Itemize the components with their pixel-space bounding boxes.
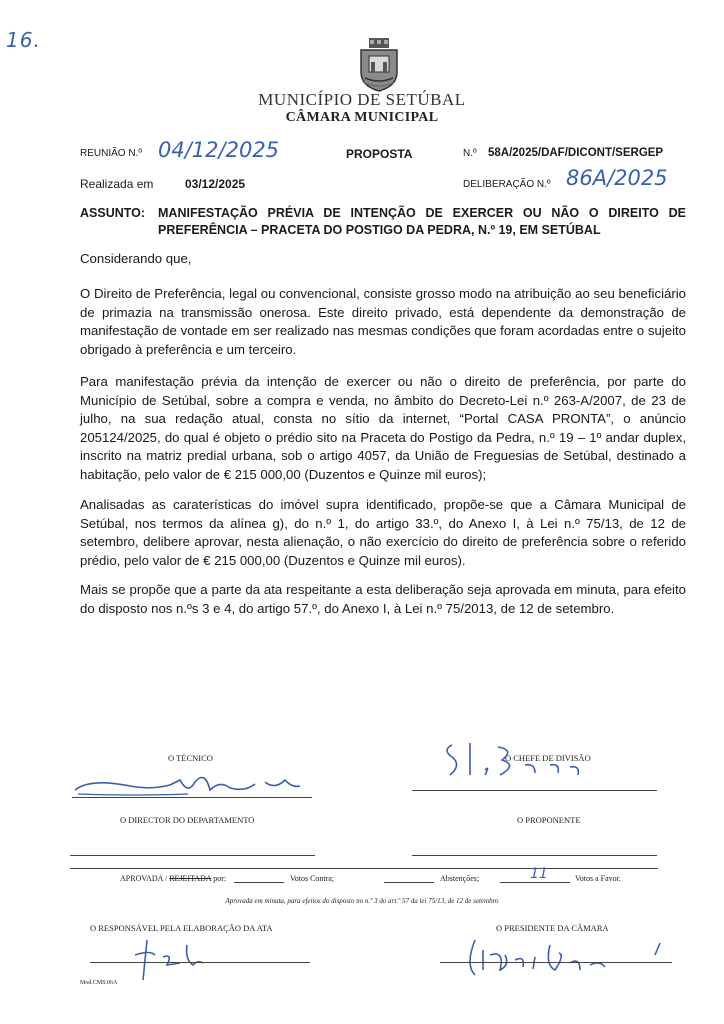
favor-label: Votos a Favor.	[575, 874, 621, 883]
technician-label: O TÉCNICO	[168, 753, 213, 763]
abstentions-line	[384, 882, 434, 883]
department-director-label: O DIRECTOR DO DEPARTAMENTO	[120, 815, 255, 825]
subject	[80, 205, 686, 237]
division-head-signature-icon	[440, 735, 610, 785]
chamber-title: CÂMARA MUNICIPAL	[285, 110, 439, 125]
against-label: Votos Contra;	[290, 874, 335, 883]
proposal-number: 58A/2025/DAF/DICONT/SERGEP	[488, 147, 664, 159]
municipality-title: MUNICÍPIO DE SETÚBAL	[258, 90, 466, 109]
division-head-label: O CHEFE DE DIVISÃO	[505, 753, 591, 763]
page-number: 16.	[6, 28, 41, 52]
proponent-line	[412, 855, 657, 856]
paragraph-3: Analisadas as caraterísticas do imóvel supra identificado, propõe-se que a Câmara Municipal de Setúbal, nos termos da alínea g), do n.º 1, do artigo 33.º, do Anexo I, à Lei n.º 75/13, de 12 de setembro, delibere aprovar, nesta alienação, o não exercício do direito de preferência sobre o referido prédio, pelo valor de € 215 000,00 (Duzentos e Quinze mil euros).	[80, 497, 686, 568]
proponent-label: O PROPONENTE	[517, 815, 581, 825]
paragraph-1: O Direito de Preferência, legal ou convencional, consiste grosso modo na atribuição ao seu beneficiário de primazia na transmissão onerosa. Este direito privado, está dependente da demonstração de manifestação de vontade em ser realizado nas mesmas condições que foram acordadas entre o sujeito obrigado à preferência e um terceiro.	[80, 286, 686, 357]
coat-of-arms-icon	[355, 38, 403, 92]
department-director-line	[70, 855, 315, 856]
intro-paragraph: Considerando que,	[80, 251, 192, 266]
held-date: 03/12/2025	[185, 177, 246, 191]
votes-row	[120, 874, 226, 883]
held-label: Realizada em	[80, 177, 154, 191]
technician-signature-icon	[70, 760, 310, 805]
minute-note: Aprovada em minuta, para efeitos do disposto no n.º 3 do art.º 57 da lei 75/13, de 12 de setembro	[225, 897, 499, 905]
form-code: Mod.CMS.06A	[80, 980, 118, 986]
abstentions-label: Abstenções;	[440, 874, 480, 883]
subject-label: ASSUNTO:	[80, 206, 146, 220]
document-type: PROPOSTA	[346, 147, 413, 161]
minutes-responsible-label: O RESPONSÁVEL PELA ELABORAÇÃO DA ATA	[90, 923, 273, 933]
reunion-label: REUNIÃO N.º	[80, 148, 142, 159]
chamber-president-signature-icon	[455, 935, 675, 980]
against-line	[234, 882, 284, 883]
minutes-responsible-signature-icon	[125, 935, 245, 985]
reunion-number: 04/12/2025	[158, 138, 280, 162]
chamber-president-label: O PRESIDENTE DA CÂMARA	[496, 923, 609, 933]
chamber-president-line	[440, 962, 672, 963]
deliberation-label: DELIBERAÇÃO N.º	[463, 179, 551, 190]
approved-label: APROVADA /	[120, 874, 168, 883]
paragraph-4: Mais se propõe que a parte da ata respeitante a esta deliberação seja aprovada em minuta, para efeito do disposto nos n.ºs 3 e 4, do artigo 57.º, do Anexo I, à Lei n.º 75/2013, de 12 de setembro.	[80, 582, 686, 616]
favor-line	[500, 882, 570, 883]
technician-line	[72, 797, 312, 798]
favor-value: 11	[530, 866, 548, 882]
division-head-line	[412, 790, 657, 791]
minutes-responsible-line	[90, 962, 310, 963]
paragraph-2: Para manifestação prévia da intenção de exercer ou não o direito de preferência, por parte do Município de Setúbal, sobre a compra e venda, no âmbito do Decreto-Lei n.º 263-A/2007, de 23 de julho, na sua redação atual, consta no sítio da internet, “Portal CASA PRONTA”, o anúncio 205124/2025, do qual é objeto o prédio sito na Praceta do Postigo da Pedra, n.º 19 – 1º andar duplex, inscrito na matriz predial urbana, sob o artigo 4057, da União de Freguesias de Setúbal, destinado a habitação, pelo valor de € 215 000,00 (Duzentos e Quinze mil euros);	[80, 374, 686, 482]
subject-text: MANIFESTAÇÃO PRÉVIA DE INTENÇÃO DE EXERCER OU NÃO O DIREITO DE PREFERÊNCIA – PRACETA DO POSTIGO DA PEDRA, N.º 19, EM SETÚBAL	[158, 206, 686, 237]
votes-top-line	[70, 868, 658, 869]
deliberation-number: 86A/2025	[566, 166, 668, 190]
by-label: por:	[213, 874, 227, 883]
proposal-label: N.º	[463, 148, 477, 159]
rejected-label: REJEITADA	[169, 874, 212, 883]
